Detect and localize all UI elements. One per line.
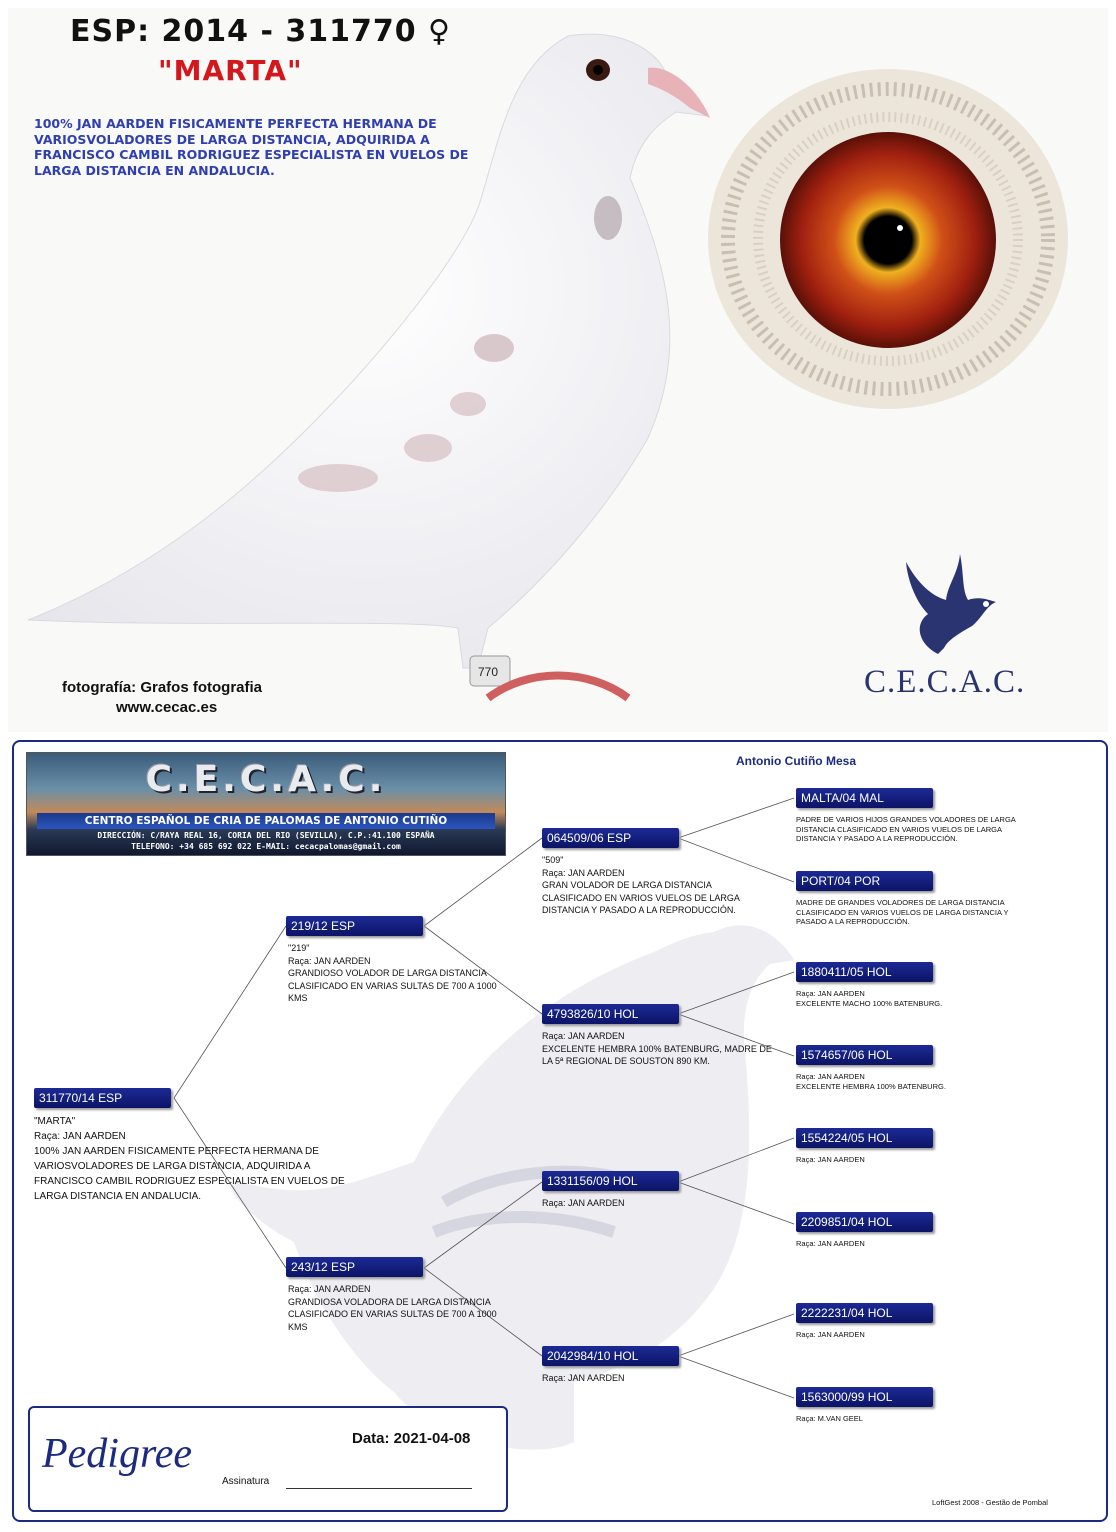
sire-ring-box[interactable]: 219/12 ESP [286, 916, 423, 936]
sire-line: "219" [288, 943, 310, 953]
banner-logo: C.E.C.A.C. [145, 759, 387, 800]
great-grandparent-ring-box[interactable]: PORT/04 POR [796, 871, 933, 891]
pedigree-card [12, 740, 1108, 1522]
grandparent-line: Raça: JAN AARDEN [542, 867, 625, 878]
dam-ring-box[interactable]: 243/12 ESP [286, 1257, 423, 1277]
pedigree-date: Data: 2021-04-08 [352, 1430, 471, 1447]
self-line: 100% JAN AARDEN FISICAMENTE PERFECTA HERMANA DE VARIOSVOLADORES DE LARGA DISTANCIA, ADQUIRIDA A FRANCISCO CAMBIL RODRIGUEZ ESPECIALISTA EN VUELOS DE LARGA DISTANCIA EN ANDALUCIA. [34, 1146, 345, 1202]
great-grandparent-info [796, 1414, 1041, 1424]
banner-contact: TELEFONO: +34 685 692 022 E-MAIL: cecacpalomas@gmail.com [131, 842, 401, 851]
self-ring-box[interactable]: 311770/14 ESP [34, 1088, 171, 1108]
great-grandparent-line: EXCELENTE MACHO 100% BATENBURG. [796, 998, 943, 1008]
grandparent-line: EXCELENTE HEMBRA 100% BATENBURG, MADRE DE LA 5ª REGIONAL DE SOUSTON 890 KM. [542, 1043, 772, 1066]
grandparent-ring-box[interactable]: 4793826/10 HOL [542, 1004, 679, 1024]
dam-line: GRANDIOSA VOLADORA DE LARGA DISTANCIA CLASIFICADO EN VARIAS SULTAS DE 700 A 1000 KMS [288, 1296, 497, 1332]
grandparent-line: GRAN VOLADOR DE LARGA DISTANCIA CLASIFICADO EN VARIOS VUELOS DE LARGA DISTANCIA Y PASADO A LA REPRODUCCIÓN. [542, 880, 740, 915]
photo-credit: fotografía: Grafos fotografia [62, 679, 263, 696]
brand-wordmark: C.E.C.A.C. [864, 664, 1026, 700]
banner-address: DIRECCIÓN: C/RAYA REAL 16, CORIA DEL RIO (SEVILLA), C.P.:41.100 ESPAÑA [97, 831, 435, 840]
grandparent-line: "509" [542, 855, 564, 865]
pigeon-description: 100% JAN AARDEN FISICAMENTE PERFECTA HERMANA DE VARIOSVOLADORES DE LARGA DISTANCIA, ADQUIRIDA A FRANCISCO CAMBIL RODRIGUEZ ESPECIALISTA EN VUELOS DE LARGA DISTANCIA EN ANDALUCIA. [34, 116, 469, 178]
grandparent-ring-box[interactable]: 064509/06 ESP [542, 828, 679, 848]
great-grandparent-line: EXCELENTE HEMBRA 100% BATENBURG. [796, 1081, 946, 1091]
great-grandparent-line: Raça: JAN AARDEN [796, 1155, 865, 1164]
signature-line[interactable] [286, 1488, 472, 1489]
eye-photo [688, 64, 1068, 424]
grandparent-ring-box[interactable]: 1331156/09 HOL [542, 1171, 679, 1191]
cecac-logo-icon [888, 544, 1008, 664]
great-grandparent-info [796, 1072, 1041, 1091]
grandparent-line: Raça: JAN AARDEN [542, 1031, 625, 1041]
self-line: Raça: JAN AARDEN [34, 1131, 126, 1142]
great-grandparent-line: Raça: JAN AARDEN [796, 1239, 865, 1248]
dam-info [288, 1283, 506, 1333]
great-grandparent-ring-box[interactable]: 2209851/04 HOL [796, 1212, 933, 1232]
banner-title: CENTRO ESPAÑOL DE CRIA DE PALOMAS DE ANTONIO CUTIÑO [37, 813, 495, 829]
grandparent-line: Raça: JAN AARDEN [542, 1373, 625, 1383]
ring-title: ESP: 2014 - 311770 ♀ [70, 14, 452, 49]
grandparent-info [542, 1197, 766, 1210]
self-info [34, 1114, 352, 1204]
great-grandparent-info [796, 1330, 1041, 1340]
great-grandparent-info [796, 1155, 1041, 1165]
grandparent-info [542, 1030, 772, 1068]
photo-section [8, 8, 1108, 732]
great-grandparent-line: PADRE DE VARIOS HIJOS GRANDES VOLADORES DE LARGA DISTANCIA CLASIFICADO EN VARIOS VUELOS DE LARGA DISTANCIA Y PASADO A LA REPRODUCCIÓN. [796, 815, 1016, 843]
sire-line: GRANDIOSO VOLADOR DE LARGA DISTANCIA CLASIFICADO EN VARIAS SULTAS DE 700 A 1000 KMS [288, 968, 497, 1003]
great-grandparent-line: Raça: JAN AARDEN [796, 989, 865, 998]
signature-label: Assinatura [222, 1476, 270, 1487]
grandparent-info [542, 854, 766, 917]
grandparent-line: Raça: JAN AARDEN [542, 1198, 625, 1208]
sire-info [288, 942, 502, 1005]
owner-name: Antonio Cutiño Mesa [736, 754, 856, 768]
pedigree-script-title: Pedigree [42, 1431, 193, 1477]
great-grandparent-info [796, 989, 1041, 1008]
great-grandparent-line: Raça: M.VAN GEEL [796, 1414, 863, 1423]
great-grandparent-ring-box[interactable]: 2222231/04 HOL [796, 1303, 933, 1323]
great-grandparent-ring-box[interactable]: 1880411/05 HOL [796, 962, 933, 982]
pigeon-name: "MARTA" [158, 54, 303, 87]
great-grandparent-info [796, 1239, 1041, 1249]
great-grandparent-ring-box[interactable]: 1554224/05 HOL [796, 1128, 933, 1148]
self-line: "MARTA" [34, 1116, 76, 1127]
website-link[interactable]: www.cecac.es [116, 699, 218, 716]
great-grandparent-ring-box[interactable]: 1563000/99 HOL [796, 1387, 933, 1407]
great-grandparent-info [796, 815, 1041, 844]
sire-line: Raça: JAN AARDEN [288, 955, 371, 966]
leg-band-text: 770 [478, 665, 499, 679]
great-grandparent-line: Raça: JAN AARDEN [796, 1330, 865, 1339]
great-grandparent-ring-box[interactable]: 1574657/06 HOL [796, 1045, 933, 1065]
great-grandparent-line: Raça: JAN AARDEN [796, 1072, 865, 1081]
cecac-banner [26, 752, 506, 856]
great-grandparent-info [796, 898, 1041, 927]
signature-box [28, 1406, 508, 1512]
software-credit: LoftGest 2008 - Gestão de Pombal [932, 1498, 1048, 1507]
dam-line: Raça: JAN AARDEN [288, 1284, 371, 1294]
great-grandparent-line: MADRE DE GRANDES VOLADORES DE LARGA DISTANCIA CLASIFICADO EN VARIOS VUELOS DE LARGA DISTANCIA Y PASADO A LA REPRODUCCIÓN. [796, 898, 1009, 926]
grandparent-ring-box[interactable]: 2042984/10 HOL [542, 1346, 679, 1366]
grandparent-info [542, 1372, 766, 1385]
great-grandparent-ring-box[interactable]: MALTA/04 MAL [796, 788, 933, 808]
